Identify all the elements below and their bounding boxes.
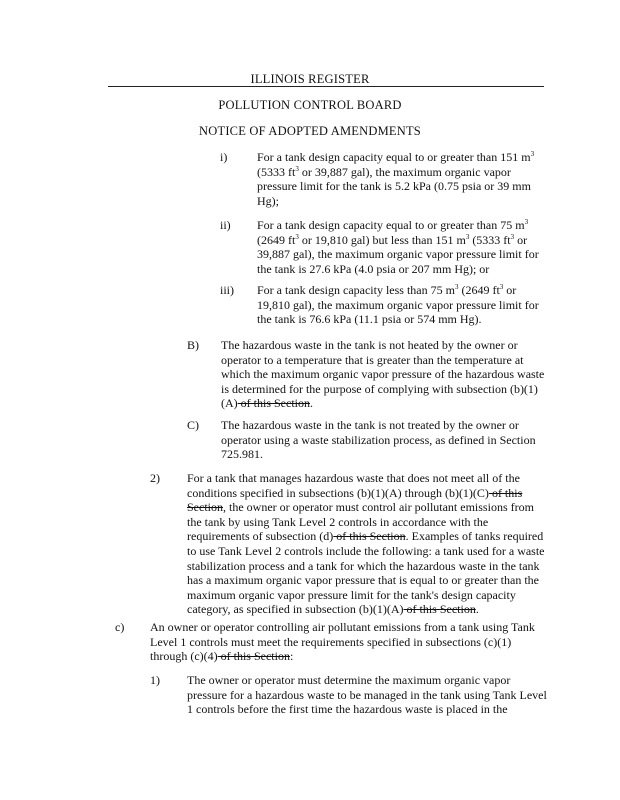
notice-title: NOTICE OF ADOPTED AMENDMENTS: [199, 124, 421, 138]
item-b-text: The hazardous waste in the tank is not heated by the owner or operator to a temperature that is greater than the temperature at which the maximum organic vapor pressure of the hazardous waste is determined for the purpose of complying with subsection (b)(1)(A) of this Section.: [221, 338, 545, 411]
item-2-text: For a tank that manages hazardous waste that does not meet all of the conditions specified in subsections (b)(1)(A) through (b)(1)(C) of this Section, the owner or operator must control air pollutant emissions from the tank by using Tank Level 2 controls in accordance with the requirements of subsection (d) of this Section. Examples of tanks required to use Tank Level 2 controls include the following: a tank used for a waste stabilization process and a tank for which the hazardous waste in the tank has a maximum organic vapor pressure that is equal to or greater than the maximum organic vapor pressure limit for the tank's design capacity category, as specified in subsection (b)(1)(A) of this Section.: [187, 471, 545, 617]
register-title: ILLINOIS REGISTER: [250, 72, 370, 86]
item-c-upper-text: The hazardous waste in the tank is not treated by the owner or operator using a waste stabilization process, as defined in Section 725.981.: [221, 418, 536, 462]
item-ii-marker: ii): [220, 218, 231, 232]
item-b-marker: B): [187, 338, 199, 352]
header-rule: [108, 86, 544, 87]
item-1-marker: 1): [150, 673, 160, 687]
item-i-marker: i): [220, 150, 228, 164]
item-ii-text: For a tank design capacity equal to or greater than 75 $m^3$ (2649 $ft^3$ or 19,810 gal) but less than 151 $m^3$ (5333 $ft^3$ or 39,887 gal), the maximum organic vapor pressure limit for the tank is 27.6 kPa (4.0 psia or 207 mm Hg); or: [257, 218, 539, 276]
item-iii-marker: iii): [220, 283, 234, 297]
item-iii-text: For a tank design capacity less than 75 $m^3$ (2649 $ft^3$ or 19,810 gal), the maximum organic vapor pressure limit for the tank is 76.6 kPa (11.1 psia or 574 mm Hg).: [257, 283, 539, 327]
item-c-lower-text: An owner or operator controlling air pollutant emissions from a tank using Tank Level 1 controls must meet the requirements specified in subsections (c)(1) through (c)(4) of this Section:: [150, 620, 535, 664]
board-title: POLLUTION CONTROL BOARD: [218, 98, 402, 112]
item-i-text: For a tank design capacity equal to or greater than 151 $m^3$ (5333 $ft^3$ or 39,887 gal), the maximum organic vapor pressure limit for the tank is 5.2 kPa (0.75 psia or 39 mm Hg);: [257, 150, 535, 208]
item-2-marker: 2): [150, 471, 160, 485]
item-1-text: The owner or operator must determine the maximum organic vapor pressure for a hazardous waste to be managed in the tank using Tank Level 1 controls before the first time the hazardous waste is placed in the: [187, 673, 547, 717]
item-c-marker: C): [187, 418, 199, 432]
item-c-lower-marker: c): [115, 620, 125, 634]
